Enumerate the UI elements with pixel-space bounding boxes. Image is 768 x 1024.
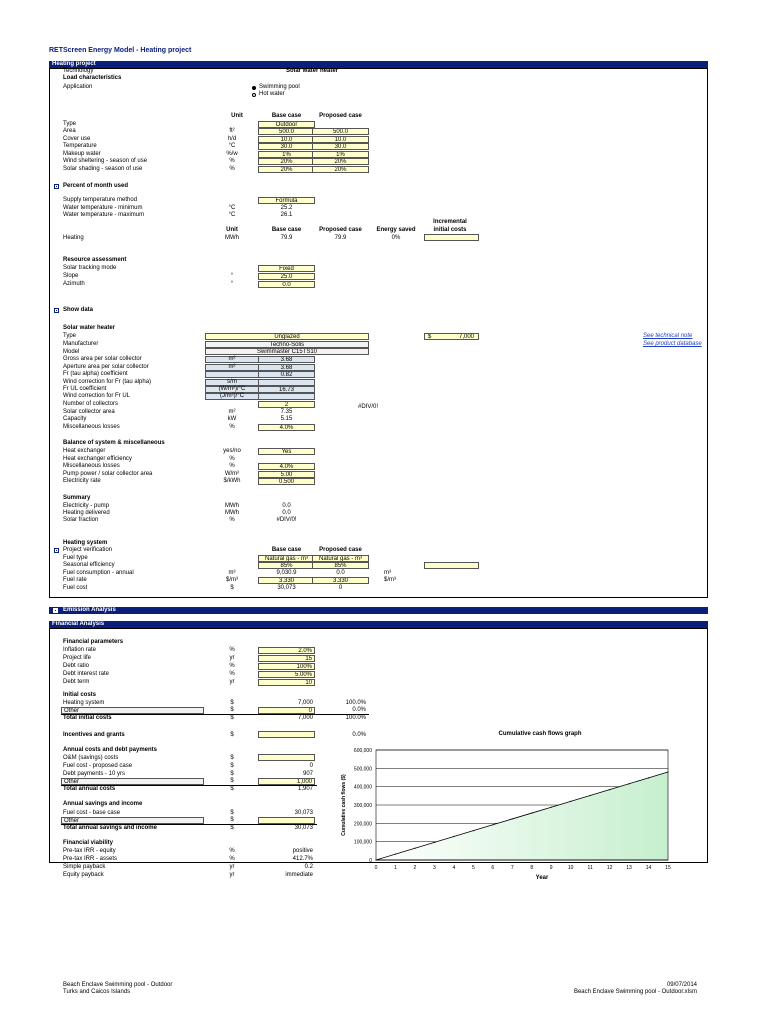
fin-param-unit: % bbox=[229, 647, 235, 653]
chart-x-tick: 12 bbox=[606, 865, 613, 871]
collector-type-select[interactable]: Unglazed bbox=[205, 333, 369, 340]
show-data-label: Show data bbox=[63, 307, 94, 313]
collector-row-value[interactable]: 4.0% bbox=[258, 424, 315, 431]
bos-row-label: Heat exchanger bbox=[63, 448, 106, 454]
total-initial-value: 7,000 bbox=[297, 715, 313, 721]
chart-data-point bbox=[609, 789, 610, 790]
heating-base-header: Base case bbox=[271, 227, 302, 233]
fuel-rate-unit: $/m³ bbox=[226, 577, 238, 583]
chart-x-tick: 13 bbox=[626, 865, 632, 871]
bos-header: Balance of system & miscellaneous bbox=[63, 440, 165, 446]
summary-row-label: Heating delivered bbox=[63, 510, 110, 516]
debt-payments-unit: $ bbox=[230, 771, 234, 777]
footer-project-name: Beach Enclave Swimming pool - Outdoor bbox=[63, 982, 173, 988]
slope-label: Slope bbox=[63, 273, 79, 279]
radio-hot-water[interactable] bbox=[252, 93, 256, 97]
page-title: RETScreen Energy Model - Heating project bbox=[49, 47, 192, 54]
viability-row-label: Pre-tax IRR - equity bbox=[63, 848, 116, 854]
bos-row-unit: % bbox=[229, 456, 235, 462]
water-temp-max-label: Water temperature - maximum bbox=[63, 212, 145, 218]
other-annual-input[interactable]: 1,000 bbox=[258, 778, 315, 785]
collector-row-label: Solar collector area bbox=[63, 409, 115, 415]
chart-x-tick: 10 bbox=[567, 865, 574, 871]
total-initial-pct: 100.0% bbox=[345, 715, 366, 721]
bos-row-label: Miscellaneous losses bbox=[63, 463, 120, 469]
chart-y-label: Cumulative cash flows ($) bbox=[341, 774, 347, 836]
fuel-consumption-label: Fuel consumption - annual bbox=[63, 570, 134, 576]
pool-row-label: Solar shading - season of use bbox=[63, 166, 143, 172]
fuel-proposed-unit: $ bbox=[230, 763, 234, 769]
other-initial-pct: 0.0% bbox=[352, 707, 366, 713]
chart-x-tick: 4 bbox=[452, 865, 456, 871]
col-proposed-header: Proposed case bbox=[319, 113, 362, 119]
incentives-label: Incentives and grants bbox=[63, 732, 125, 738]
viability-row-label: Equity payback bbox=[63, 872, 104, 878]
bos-row-value[interactable]: Yes bbox=[258, 448, 315, 455]
chart-x-tick: 14 bbox=[645, 865, 652, 871]
fin-param-input[interactable]: 15 bbox=[258, 655, 315, 662]
collector-row-value: 7.35 bbox=[280, 409, 293, 415]
chart-x-tick: 8 bbox=[530, 865, 534, 871]
viability-row-label: Pre-tax IRR - assets bbox=[63, 856, 118, 862]
viability-row-value: 0.2 bbox=[304, 864, 313, 870]
fin-param-input[interactable]: 2.0% bbox=[258, 647, 315, 654]
summary-row-unit: MWh bbox=[225, 510, 239, 516]
pool-row-label: Makeup water bbox=[63, 151, 101, 157]
viability-row-value: immediate bbox=[285, 872, 313, 878]
fuel-base-unit: $ bbox=[230, 810, 234, 816]
total-annual-unit: $ bbox=[230, 786, 234, 792]
radio-hot-water-label: Hot water bbox=[259, 91, 285, 97]
incremental-cost-input[interactable] bbox=[424, 234, 479, 241]
savings-header: Annual savings and income bbox=[63, 801, 143, 807]
chart-data-point bbox=[551, 807, 552, 808]
chart-x-tick: 3 bbox=[433, 865, 436, 871]
viability-row-value: 412.7% bbox=[292, 856, 313, 862]
incentives-input[interactable] bbox=[258, 731, 315, 738]
chart-y-tick: 300,000 bbox=[353, 803, 372, 809]
technology-label: Technology bbox=[63, 68, 94, 74]
model-label: Model bbox=[63, 349, 80, 355]
tracking-select[interactable]: Fixed bbox=[258, 265, 315, 272]
fin-param-label: Debt ratio bbox=[63, 663, 90, 669]
pool-row-unit: % bbox=[229, 158, 235, 164]
chart-data-point bbox=[628, 783, 629, 784]
collector-row-value[interactable]: 3.68 bbox=[258, 356, 315, 363]
pool-row-proposed[interactable]: 10.0 bbox=[312, 136, 369, 143]
summary-row-value: 0.0 bbox=[282, 503, 291, 509]
fin-param-label: Inflation rate bbox=[63, 647, 97, 653]
bos-row-unit: W/m² bbox=[224, 471, 240, 477]
chart-x-tick: 6 bbox=[491, 865, 495, 871]
chart-title: Cumulative cash flows graph bbox=[498, 731, 582, 737]
manufacturer-label: Manufacturer bbox=[63, 341, 99, 347]
fin-param-unit: % bbox=[229, 663, 235, 669]
collector-type-label: Type bbox=[63, 333, 77, 339]
bos-row-unit: yes/no bbox=[223, 448, 241, 454]
collector-row-unit: kW bbox=[227, 416, 237, 422]
collector-row-unit: (W/m²)/°C bbox=[218, 386, 246, 392]
chart-data-point bbox=[414, 848, 415, 849]
emission-toggle[interactable] bbox=[53, 608, 58, 613]
collector-row-label: Miscellaneous losses bbox=[63, 424, 120, 430]
azimuth-input[interactable]: 0.0 bbox=[258, 281, 315, 288]
product-database-link[interactable]: See product database bbox=[643, 341, 702, 347]
cumulative-cash-flow-chart bbox=[330, 740, 680, 880]
fuel-consumption-unit: m³ bbox=[228, 570, 236, 576]
fuel-consumption-base: 9,030.9 bbox=[276, 570, 297, 576]
load-characteristics-header: Load characteristics bbox=[63, 75, 122, 81]
seasonal-eff-cost-input[interactable] bbox=[424, 562, 479, 569]
incremental-header-2: initial costs bbox=[433, 227, 467, 233]
fuel-consumption-unit2: m³ bbox=[384, 570, 391, 576]
footer-filename: Beach Enclave Swimming pool - Outdoor.xlsm bbox=[573, 989, 697, 995]
pool-row-unit: % bbox=[229, 166, 235, 172]
seasonal-eff-label: Seasonal efficiency bbox=[63, 562, 115, 568]
seasonal-eff-proposed[interactable]: 85% bbox=[312, 562, 369, 569]
collector-row-value[interactable]: 0.82 bbox=[258, 371, 315, 378]
heating-proposed-header: Proposed case bbox=[319, 227, 362, 233]
manufacturer-value: Techno-Solis bbox=[205, 341, 369, 348]
fuel-type-proposed-select[interactable]: Natural gas - m³ bbox=[312, 555, 369, 562]
bos-row-value[interactable]: 4.0% bbox=[258, 463, 315, 470]
total-initial-label: Total initial costs bbox=[63, 715, 112, 721]
pool-row-proposed[interactable]: 20% bbox=[312, 166, 369, 173]
collector-row-value[interactable]: 16.73 bbox=[258, 386, 315, 393]
total-savings-label: Total annual savings and income bbox=[63, 825, 157, 831]
collector-row-unit: (J/m³)/°C bbox=[219, 393, 245, 399]
debt-payments-label: Debt payments - 10 yrs bbox=[63, 771, 126, 777]
chart-x-tick: 5 bbox=[471, 865, 475, 871]
pool-row-unit: °C bbox=[228, 143, 236, 149]
collector-row-unit-cell bbox=[205, 371, 259, 378]
pool-row-base[interactable]: 500.0 bbox=[258, 128, 315, 135]
chart-y-tick: 600,000 bbox=[353, 748, 372, 754]
other-savings-label[interactable]: Other bbox=[61, 817, 204, 824]
collector-cost-input[interactable] bbox=[424, 333, 479, 340]
percent-month-toggle[interactable] bbox=[54, 184, 59, 189]
collector-row-label: Fr (tau alpha) coefficient bbox=[63, 371, 128, 377]
fuel-base-label: Fuel cost - base case bbox=[63, 810, 121, 816]
supply-temp-label: Supply temperature method bbox=[63, 197, 138, 203]
annual-costs-header: Annual costs and debt payments bbox=[63, 747, 158, 753]
collector-row-label: Fr UL coefficient bbox=[63, 386, 107, 392]
fuel-rate-unit2: $/m³ bbox=[384, 577, 396, 583]
collector-row-value[interactable]: 3.68 bbox=[258, 364, 315, 371]
project-verification-toggle[interactable] bbox=[54, 548, 59, 553]
slope-unit: ° bbox=[230, 273, 234, 279]
other-annual-label[interactable]: Other bbox=[61, 778, 204, 785]
tracking-label: Solar tracking mode bbox=[63, 265, 117, 271]
total-savings-unit: $ bbox=[230, 825, 234, 831]
pool-row-label: Area bbox=[63, 128, 76, 134]
water-temp-max-unit: °C bbox=[228, 212, 236, 218]
water-temp-min-unit: °C bbox=[228, 205, 236, 211]
project-verification-label: Project verification bbox=[63, 547, 113, 553]
other-savings-input[interactable] bbox=[258, 817, 315, 824]
bos-row-unit: % bbox=[229, 463, 235, 469]
fuel-rate-label: Fuel rate bbox=[63, 577, 87, 583]
pool-row-proposed[interactable]: 30.0 bbox=[312, 143, 369, 150]
debt-payments-value: 907 bbox=[302, 771, 313, 777]
other-initial-label[interactable]: Other bbox=[61, 707, 204, 714]
heating-label: Heating bbox=[63, 235, 84, 241]
viability-header: Financial viability bbox=[63, 840, 114, 846]
fin-param-unit: % bbox=[229, 671, 235, 677]
collector-row-value[interactable]: 2 bbox=[258, 401, 315, 408]
slope-input[interactable]: 25.0 bbox=[258, 273, 315, 280]
chart-data-point bbox=[473, 830, 474, 831]
fuel-proposed-value: 0 bbox=[309, 763, 313, 769]
chart-y-tick: 200,000 bbox=[353, 821, 372, 828]
footer-location: Turks and Caicos Islands bbox=[63, 989, 131, 995]
pool-row-base[interactable]: 20% bbox=[258, 158, 315, 165]
pool-row-label: Cover use bbox=[63, 136, 91, 142]
fuel-consumption-proposed: 0.0 bbox=[336, 570, 345, 576]
water-temp-min-value: 25.2 bbox=[280, 205, 293, 211]
chart-x-tick: 15 bbox=[665, 865, 671, 871]
chart-data-point bbox=[434, 842, 435, 843]
pool-row-base[interactable]: Outdoor bbox=[258, 121, 315, 128]
bos-row-value[interactable]: 5.00 bbox=[258, 471, 315, 478]
resource-header: Resource assessment bbox=[63, 257, 127, 263]
fin-param-label: Debt term bbox=[63, 679, 90, 685]
summary-row-unit: % bbox=[229, 517, 235, 523]
fin-param-input[interactable]: 10 bbox=[258, 679, 315, 686]
heating-system-cost-value: 7,000 bbox=[297, 700, 313, 706]
collector-row-label: Number of collectors bbox=[63, 401, 119, 407]
chart-y-tick: 0 bbox=[369, 858, 372, 864]
technical-note-link[interactable]: See technical note bbox=[643, 333, 693, 339]
radio-swimming-pool[interactable] bbox=[252, 86, 256, 90]
chart-y-tick: 400,000 bbox=[353, 784, 372, 791]
viability-row-unit: yr bbox=[229, 872, 235, 878]
fuel-type-base-select[interactable]: Natural gas - m³ bbox=[258, 555, 315, 562]
heating-proposed-value: 79.9 bbox=[334, 235, 347, 241]
other-savings-unit: $ bbox=[230, 817, 234, 823]
collector-row-unit: m² bbox=[228, 364, 236, 370]
pool-row-unit: h/d bbox=[227, 136, 237, 142]
summary-row-label: Solar fraction bbox=[63, 517, 99, 523]
heating-unit: MWh bbox=[225, 235, 239, 241]
pool-row-proposed[interactable]: 500.0 bbox=[312, 128, 369, 135]
fin-param-input[interactable]: 5.00% bbox=[258, 671, 315, 678]
pool-row-label: Temperature bbox=[63, 143, 97, 149]
viability-row-unit: % bbox=[229, 856, 235, 862]
chart-y-tick: 500,000 bbox=[353, 766, 372, 773]
application-label: Application bbox=[63, 84, 93, 90]
pool-row-base[interactable]: 1% bbox=[258, 151, 315, 158]
financial-analysis-bar: Financial Analysis bbox=[49, 621, 708, 628]
initial-costs-header: Initial costs bbox=[63, 692, 97, 698]
chart-x-tick: 7 bbox=[510, 865, 514, 871]
heating-system-cost-label: Heating system bbox=[63, 700, 105, 706]
model-value: Swimmaster C15TS10 bbox=[205, 348, 369, 355]
collector-row-label: Wind correction for Fr UL bbox=[63, 393, 131, 399]
summary-row-label: Electricity - pump bbox=[63, 503, 110, 509]
summary-header: Summary bbox=[63, 495, 91, 501]
heating-system-header: Heating system bbox=[63, 540, 108, 546]
fuel-rate-proposed[interactable]: 3.330 bbox=[312, 577, 369, 584]
fin-param-label: Project life bbox=[63, 655, 92, 661]
fin-param-unit: yr bbox=[229, 679, 235, 685]
chart-x-tick: 0 bbox=[374, 865, 378, 871]
pool-row-proposed[interactable]: 1% bbox=[312, 151, 369, 158]
energy-saved-header: Energy saved bbox=[376, 227, 416, 233]
azimuth-unit: ° bbox=[230, 281, 234, 287]
technology-value: Solar water heater bbox=[286, 68, 339, 74]
collector-row-value[interactable] bbox=[258, 393, 315, 400]
chart-data-point bbox=[395, 854, 396, 855]
total-initial-unit: $ bbox=[230, 715, 234, 721]
collector-row-unit: m² bbox=[228, 409, 236, 415]
pool-row-label: Wind sheltering - season of use bbox=[63, 158, 148, 164]
heating-system-cost-unit: $ bbox=[230, 700, 234, 706]
om-label: O&M (savings) costs bbox=[63, 755, 119, 761]
collector-row-unit: % bbox=[229, 424, 235, 430]
chart-x-tick: 1 bbox=[394, 865, 397, 871]
emission-analysis-label: Emission Analysis bbox=[63, 607, 116, 613]
fin-param-unit: yr bbox=[229, 655, 235, 661]
col-unit-header: Unit bbox=[231, 113, 243, 119]
pool-row-unit: %/w bbox=[226, 151, 238, 157]
heating-system-cost-pct: 100.0% bbox=[345, 700, 366, 706]
collector-count-error: #DIV/0! bbox=[358, 404, 379, 410]
financial-params-header: Financial parameters bbox=[63, 639, 124, 645]
incentives-unit: $ bbox=[230, 732, 234, 738]
chart-x-label: Year bbox=[535, 875, 549, 880]
chart-x-tick: 2 bbox=[413, 865, 417, 871]
collector-row-label: Aperture area per solar collector bbox=[63, 364, 149, 370]
collector-cost-value: 7,000 bbox=[458, 334, 474, 340]
summary-row-unit: MWh bbox=[225, 503, 239, 509]
pool-row-base[interactable]: 30.0 bbox=[258, 143, 315, 150]
chart-data-point bbox=[453, 836, 454, 837]
heating-project-frame bbox=[49, 68, 708, 598]
water-temp-max-value: 26.1 bbox=[280, 212, 293, 218]
heating-project-bar: Heating project bbox=[49, 61, 708, 68]
other-initial-unit: $ bbox=[230, 707, 234, 713]
pool-row-base[interactable]: 20% bbox=[258, 166, 315, 173]
summary-row-value: #DIV/0! bbox=[276, 517, 297, 523]
hs-base-header: Base case bbox=[271, 547, 302, 553]
incremental-header-1: Incremental bbox=[433, 219, 467, 225]
viability-row-label: Simple payback bbox=[63, 864, 106, 870]
collector-row-unit: m² bbox=[228, 356, 236, 362]
collector-row-value[interactable] bbox=[258, 379, 315, 386]
chart-data-point bbox=[492, 824, 493, 825]
chart-data-point bbox=[570, 801, 571, 802]
fin-param-input[interactable]: 100% bbox=[258, 663, 315, 670]
chart-data-point bbox=[531, 812, 532, 813]
pool-row-unit: ft² bbox=[229, 128, 235, 134]
other-annual-unit: $ bbox=[230, 778, 234, 784]
seasonal-eff-base[interactable]: 85% bbox=[258, 562, 315, 569]
supply-temp-select[interactable]: Formula bbox=[258, 197, 315, 204]
fuel-proposed-label: Fuel cost - proposed case bbox=[63, 763, 133, 769]
om-unit: $ bbox=[230, 755, 234, 761]
fuel-cost-proposed: 0 bbox=[338, 585, 343, 591]
om-input[interactable] bbox=[258, 754, 315, 761]
bos-row-label: Pump power / solar collector area bbox=[63, 471, 153, 477]
viability-row-unit: % bbox=[229, 848, 235, 854]
collector-row-value: 5.15 bbox=[280, 416, 293, 422]
fuel-rate-base[interactable]: 3.330 bbox=[258, 577, 315, 584]
bos-row-unit: $/kWh bbox=[223, 478, 241, 484]
bos-row-label: Electricity rate bbox=[63, 478, 101, 484]
azimuth-label: Azimuth bbox=[63, 281, 85, 287]
viability-row-value: positive bbox=[292, 848, 313, 854]
heating-energy-saved: 0% bbox=[391, 235, 401, 241]
total-annual-value: 1,907 bbox=[297, 786, 313, 792]
pool-row-label: Type bbox=[63, 121, 77, 127]
fuel-cost-base: 30,073 bbox=[277, 585, 296, 591]
bos-row-label: Heat exchanger efficiency bbox=[63, 456, 132, 462]
viability-row-unit: yr bbox=[229, 864, 235, 870]
heating-unit-header: Unit bbox=[226, 227, 238, 233]
chart-data-point bbox=[512, 818, 513, 819]
collector-row-unit: s/m bbox=[227, 379, 237, 385]
summary-row-value: 0.0 bbox=[282, 510, 291, 516]
bos-row-value[interactable]: 0.500 bbox=[258, 478, 315, 485]
collector-row-label: Capacity bbox=[63, 416, 87, 422]
fuel-base-value: 30,073 bbox=[294, 810, 313, 816]
chart-x-tick: 9 bbox=[549, 865, 553, 871]
collector-cost-currency: $ bbox=[428, 334, 432, 340]
incentives-pct: 0.0% bbox=[352, 732, 366, 738]
col-base-header: Base case bbox=[271, 113, 302, 119]
heating-base-value: 79.9 bbox=[280, 235, 293, 241]
chart-x-tick: 11 bbox=[587, 865, 593, 871]
radio-swimming-pool-label: Swimming pool bbox=[259, 84, 300, 90]
collector-row-label: Wind correction for Fr (tau alpha) bbox=[63, 379, 152, 385]
collector-header: Solar water heater bbox=[63, 325, 116, 331]
water-temp-min-label: Water temperature - minimum bbox=[63, 205, 143, 211]
collector-row-label: Gross area per solar collector bbox=[63, 356, 142, 362]
pool-row-base[interactable]: 10.0 bbox=[258, 136, 315, 143]
chart-data-point bbox=[648, 777, 649, 778]
chart-y-tick: 100,000 bbox=[353, 839, 372, 846]
pool-row-proposed[interactable]: 20% bbox=[312, 158, 369, 165]
emission-analysis-bar[interactable] bbox=[49, 607, 708, 614]
percent-month-header: Percent of month used bbox=[63, 183, 129, 189]
fuel-type-label: Fuel type bbox=[63, 555, 88, 561]
footer-date: 09/07/2014 bbox=[666, 982, 697, 988]
chart-data-point bbox=[590, 795, 591, 796]
fuel-cost-unit: $ bbox=[230, 585, 234, 591]
fin-param-label: Debt interest rate bbox=[63, 671, 110, 677]
show-data-toggle[interactable] bbox=[54, 308, 59, 313]
total-savings-value: 30,073 bbox=[294, 825, 313, 831]
hs-proposed-header: Proposed case bbox=[319, 547, 362, 553]
other-initial-input[interactable]: 0 bbox=[258, 707, 315, 714]
total-annual-label: Total annual costs bbox=[63, 786, 116, 792]
fuel-cost-label: Fuel cost bbox=[63, 585, 88, 591]
